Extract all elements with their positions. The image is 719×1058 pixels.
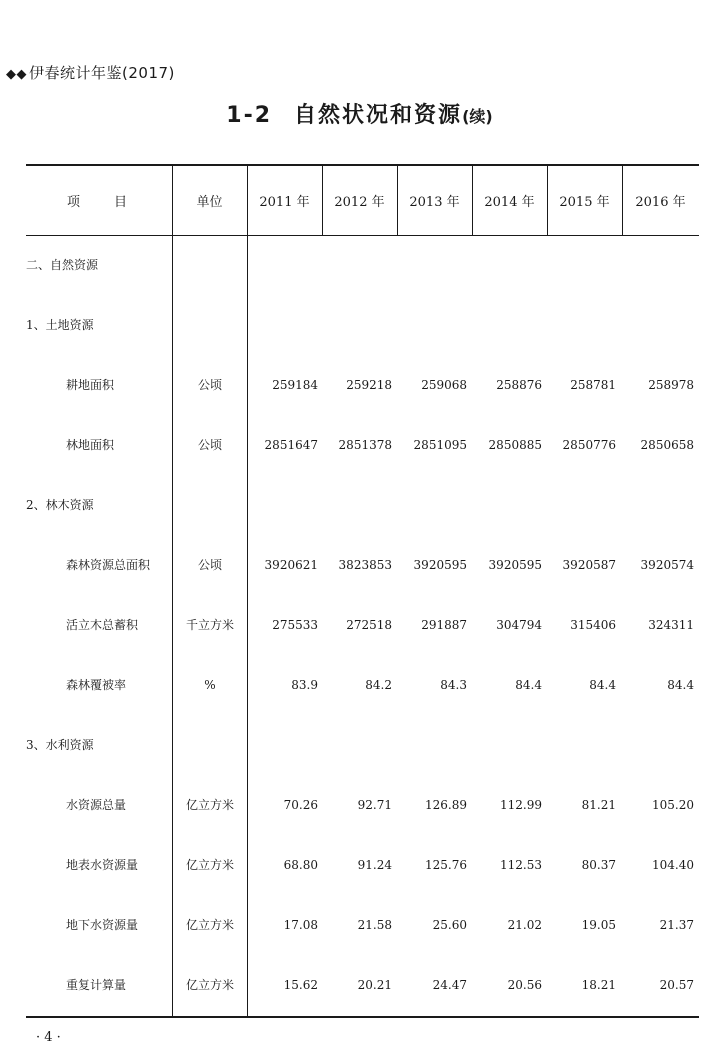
yearbook-title: 伊春统计年鉴(2017) — [29, 64, 175, 82]
unit-cell: 公顷 — [197, 438, 222, 452]
table-row — [26, 970, 699, 1000]
unit-cell: 亿立方米 — [185, 798, 234, 812]
value-cell: 2851095 — [413, 438, 467, 452]
value-cell: 18.21 — [581, 978, 616, 992]
section-label: 3、水利资源 — [26, 738, 94, 752]
unit-cell: 公顷 — [197, 378, 222, 392]
value-cell: 84.4 — [515, 678, 542, 692]
column-divider-unit — [247, 165, 248, 1016]
value-cell: 2850885 — [488, 438, 542, 452]
value-cell: 21.02 — [507, 918, 542, 932]
column-header-item: 项目 — [66, 194, 161, 210]
row-label: 耕地面积 — [66, 378, 115, 392]
value-cell: 3920574 — [640, 558, 694, 572]
value-cell: 112.99 — [500, 798, 542, 812]
value-cell: 125.76 — [425, 858, 467, 872]
table-title: 自然状况和资源 — [294, 103, 463, 128]
table-row — [26, 310, 699, 340]
value-cell: 70.26 — [283, 798, 318, 812]
unit-cell: 亿立方米 — [185, 978, 234, 992]
column-header-2014: 2014 年 — [484, 194, 535, 210]
value-cell: 258781 — [570, 378, 616, 392]
page-number: · 4 · — [36, 1030, 61, 1045]
table-bottom-rule — [26, 1016, 699, 1018]
value-cell: 272518 — [346, 618, 392, 632]
value-cell: 304794 — [496, 618, 542, 632]
section-label: 1、土地资源 — [26, 318, 94, 332]
value-cell: 3920587 — [562, 558, 616, 572]
value-cell: 259068 — [421, 378, 467, 392]
value-cell: 20.21 — [357, 978, 392, 992]
row-label: 地下水资源量 — [66, 918, 139, 932]
table-row — [26, 430, 699, 460]
column-header-2016: 2016 年 — [635, 194, 686, 210]
value-cell: 112.53 — [500, 858, 542, 872]
unit-cell: 亿立方米 — [185, 918, 234, 932]
value-cell: 126.89 — [425, 798, 467, 812]
value-cell: 81.21 — [581, 798, 616, 812]
value-cell: 2851647 — [264, 438, 318, 452]
column-header-2015: 2015 年 — [559, 194, 610, 210]
value-cell: 21.58 — [357, 918, 392, 932]
header-bottom-rule — [26, 235, 699, 236]
value-cell: 92.71 — [357, 798, 392, 812]
value-cell: 21.37 — [659, 918, 694, 932]
value-cell: 68.80 — [283, 858, 318, 872]
table-row — [26, 250, 699, 280]
unit-cell: 亿立方米 — [185, 858, 234, 872]
value-cell: 105.20 — [652, 798, 694, 812]
value-cell: 2850776 — [562, 438, 616, 452]
value-cell: 259218 — [346, 378, 392, 392]
row-label: 地表水资源量 — [66, 858, 139, 872]
row-label: 重复计算量 — [66, 978, 127, 992]
value-cell: 275533 — [272, 618, 318, 632]
page-title — [0, 98, 719, 129]
row-label: 水资源总量 — [66, 798, 127, 812]
value-cell: 3920595 — [488, 558, 542, 572]
value-cell: 20.56 — [507, 978, 542, 992]
value-cell: 3920595 — [413, 558, 467, 572]
value-cell: 15.62 — [283, 978, 318, 992]
column-divider-item — [172, 165, 173, 1016]
row-label: 森林资源总面积 — [66, 558, 151, 572]
value-cell: 3920621 — [264, 558, 318, 572]
value-cell: 24.47 — [432, 978, 467, 992]
value-cell: 20.57 — [659, 978, 694, 992]
unit-cell: % — [204, 678, 216, 692]
table-title-suffix: (续) — [462, 107, 493, 126]
diamond-bullets-icon: ◆◆ — [6, 67, 27, 82]
table-row — [26, 370, 699, 400]
row-label: 森林覆被率 — [66, 678, 127, 692]
value-cell: 91.24 — [357, 858, 392, 872]
value-cell: 315406 — [570, 618, 616, 632]
table-row — [26, 910, 699, 940]
unit-cell: 千立方米 — [185, 618, 234, 632]
value-cell: 258978 — [648, 378, 694, 392]
value-cell: 84.3 — [440, 678, 467, 692]
value-cell: 2851378 — [338, 438, 392, 452]
table-row — [26, 670, 699, 700]
value-cell: 80.37 — [581, 858, 616, 872]
unit-cell: 公顷 — [197, 558, 222, 572]
value-cell: 84.2 — [365, 678, 392, 692]
column-header-2011: 2011 年 — [259, 194, 310, 210]
section-label: 2、林木资源 — [26, 498, 94, 512]
column-header-2012: 2012 年 — [334, 194, 385, 210]
value-cell: 2850658 — [640, 438, 694, 452]
value-cell: 84.4 — [667, 678, 694, 692]
value-cell: 324311 — [648, 618, 694, 632]
value-cell: 3823853 — [338, 558, 392, 572]
table-row — [26, 730, 699, 760]
row-label: 林地面积 — [66, 438, 115, 452]
column-header-2013: 2013 年 — [409, 194, 460, 210]
value-cell: 291887 — [421, 618, 467, 632]
table-row — [26, 790, 699, 820]
value-cell: 258876 — [496, 378, 542, 392]
table-row — [26, 490, 699, 520]
value-cell: 104.40 — [652, 858, 694, 872]
value-cell: 19.05 — [581, 918, 616, 932]
section-label: 二、自然资源 — [26, 258, 99, 272]
table-row — [26, 610, 699, 640]
value-cell: 25.60 — [432, 918, 467, 932]
running-header — [6, 62, 175, 83]
value-cell: 83.9 — [291, 678, 318, 692]
table-row — [26, 550, 699, 580]
table-row — [26, 850, 699, 880]
table-number: 1-2 — [226, 103, 273, 128]
value-cell: 17.08 — [283, 918, 318, 932]
value-cell: 84.4 — [589, 678, 616, 692]
value-cell: 259184 — [272, 378, 318, 392]
row-label: 活立木总蓄积 — [66, 618, 139, 632]
column-header-unit: 单位 — [196, 194, 223, 210]
